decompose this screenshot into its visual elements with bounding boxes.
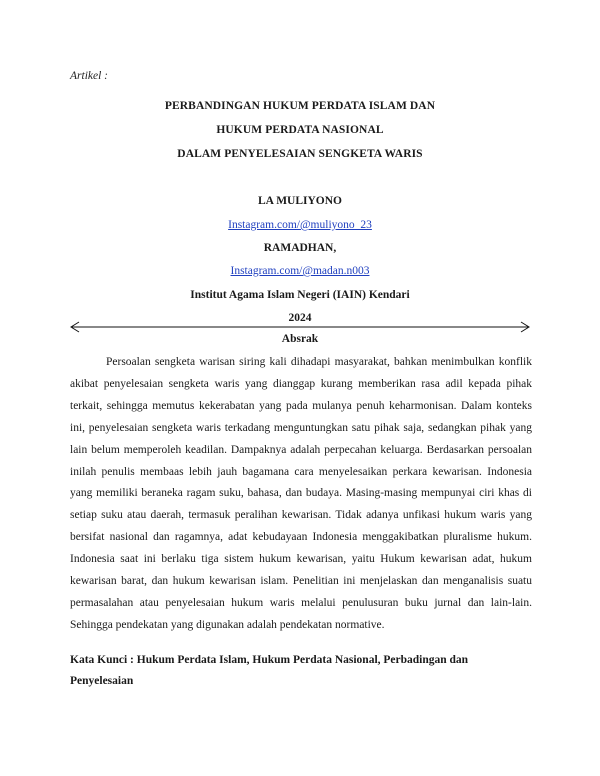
- author-1-name: LA MULIYONO: [257, 195, 343, 207]
- author-2-link-row: [0, 265, 600, 277]
- title-line-1: PERBANDINGAN HUKUM PERDATA ISLAM DAN: [164, 100, 436, 112]
- author-1-instagram-link[interactable]: Instagram.com/@muliyono_23: [228, 219, 372, 231]
- author-2-instagram-link[interactable]: Instagram.com/@madan.n003: [230, 265, 370, 277]
- keywords: Kata Kunci : Hukum Perdata Islam, Hukum Perdata Nasional, Perbadingan dan Penyelesaian: [70, 654, 469, 687]
- title-line-3: DALAM PENYELESAIAN SENGKETA WARIS: [177, 148, 423, 160]
- institution: Institut Agama Islam Negeri (IAIN) Kendari: [190, 289, 410, 301]
- article-label: Artikel :: [70, 70, 108, 82]
- abstract-heading: Absrak: [281, 333, 319, 345]
- publication-year: 2024: [288, 312, 312, 324]
- title-line-2: HUKUM PERDATA NASIONAL: [216, 124, 384, 136]
- abstract-text: Persoalan sengketa warisan siring kali dihadapi masyarakat, bahkan menimbulkan konflik akibat penyelesaian sengketa waris yang dianggap kurang memberikan rasa adil kepada pihak terkait, sehingga memutus kekerabatan yang pada mulanya penuh keharmonisan. Dalam konteks ini, penyelesaian sengketa waris terkadang menguntungkan satu pihak saja, sedangkan pihak yang lain belum memperoleh keadilan. Dampaknya adalah perpecahan keluarga. Berdasarkan persoalan inilah penulis membaas lebih jauh bagamana cara menyelesaikan perkara kewarisan. Indonesia yang memiliki beraneka ragam suku, bahasa, dan budaya. Masing-masing mempunyai ciri khas di setiap suku atau daerah, termasuk peralihan kewarisan. Tidak adanya unfikasi hukum waris yang bersifat nasional dan ragamnya, adat kebudayaan Indonesia menggakibatkan pluralisme hukum. Indonesia saat ini berlaku tiga sistem hukum kewarisan, yaitu Hukum kewarisan adat, hukum kewarisan barat, dan hukum kewarisan islam. Penelitian ini menjelaskan dan menganalisis suatu permasalahan atau penyelesaian hukum waris melalui penulusuran buku jurnal dan lain-lain. Sehingga pendekatan yang digunakan adalah pendekatan normative.: [70, 356, 532, 631]
- author-2-name: RAMADHAN,: [263, 242, 337, 254]
- author-1-link-row: [0, 219, 600, 231]
